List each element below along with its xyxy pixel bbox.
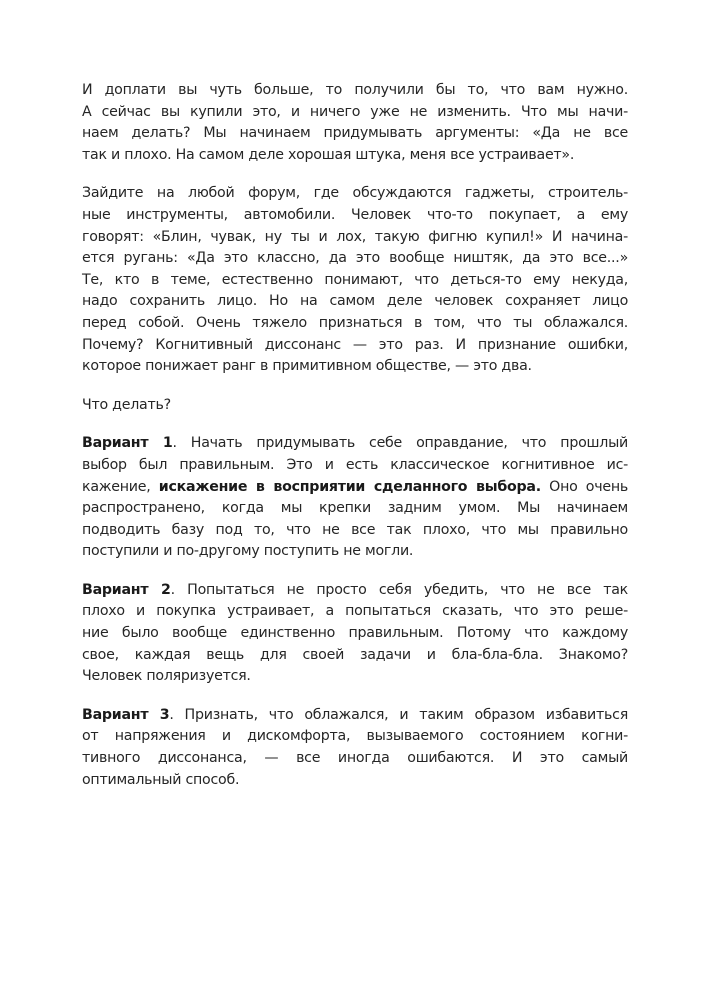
text-line: выбор был правильным. Это и есть классическое когнитивное ис- (82, 456, 628, 473)
variant-label: Вариант 3 (82, 706, 170, 723)
paragraph-2 (82, 183, 628, 377)
paragraph-variant-2 (82, 580, 628, 688)
text-line: наем делать? Мы начинаем придумывать аргументы: «Да не все (82, 125, 628, 142)
text-line: перед собой. Очень тяжело признаться в том, что ты облажался. (82, 314, 628, 331)
text-line (82, 580, 628, 602)
text-line: свое, каждая вещь для своей задачи и бла-бла-бла. Знакомо? (82, 646, 628, 663)
text-fragment: Оно очень (540, 478, 628, 495)
text-line: распространено, когда мы крепки задним умом. Мы начинаем (82, 500, 628, 517)
text-line: подводить базу под то, что не все так плохо, что мы правильно (82, 521, 628, 538)
text-line: поступили и по-другому поступить не могли. (82, 543, 414, 560)
text-line: от напряжения и дискомфорта, вызываемого состоянием когни- (82, 728, 628, 745)
text-line: И доплати вы чуть больше, то получили бы то, что вам нужно. (82, 82, 628, 98)
text-line: тивного диссонанса, — все иногда ошибаются. И это самый (82, 750, 628, 767)
text-line: Те, кто в теме, естественно понимают, что деться-то ему некуда, (82, 271, 628, 288)
paragraph-variant-1 (82, 433, 628, 563)
text-line: Почему? Когнитивный диссонанс — это раз. И признание ошибки, (82, 336, 628, 353)
variant-label: Вариант 2 (82, 581, 171, 598)
text-line: оптимальный способ. (82, 771, 240, 788)
text-line: надо сохранить лицо. Но на самом деле человек сохраняет лицо (82, 293, 628, 310)
text-fragment: . Попытаться не просто себя убедить, что не все так (170, 581, 628, 598)
text-line (82, 705, 628, 727)
text-line: Человек поляризуется. (82, 668, 251, 685)
paragraph-1 (82, 80, 628, 166)
page-body (82, 80, 628, 808)
emphasis-text: искажение в восприятии сделанного выбора. (158, 478, 541, 495)
paragraph-variant-3 (82, 705, 628, 791)
variant-label: Вариант 1 (82, 435, 173, 452)
paragraph-question (82, 395, 628, 417)
text-line: так и плохо. На самом деле хорошая штука, меня все устраивает». (82, 146, 575, 163)
text-fragment: кажение, (82, 478, 159, 495)
text-line: плохо и покупка устраивает, а попытаться сказать, что это реше- (82, 603, 628, 620)
text-line: А сейчас вы купили это, и ничего уже не изменить. Что мы начи- (82, 103, 628, 120)
text-line: ется ругань: «Да это классно, да это вообще ништяк, да это все...» (82, 250, 628, 267)
text-line: которое понижает ранг в примитивном обществе, — это два. (82, 358, 532, 375)
text-line: ные инструменты, автомобили. Человек что-то покупает, а ему (82, 206, 628, 223)
text-line: Что делать? (82, 396, 171, 413)
text-line: Зайдите на любой форум, где обсуждаются гаджеты, строитель- (82, 185, 628, 202)
text-fragment: . Признать, что облажался, и таким образом избавиться (169, 706, 628, 723)
text-line: ние было вообще единственно правильным. Потому что каждому (82, 625, 628, 642)
text-line (82, 433, 628, 455)
text-line (82, 477, 628, 499)
text-line: говорят: «Блин, чувак, ну ты и лох, такую фигню купил!» И начина- (82, 228, 628, 245)
text-fragment: . Начать придумывать себе оправдание, что прошлый (172, 435, 628, 452)
